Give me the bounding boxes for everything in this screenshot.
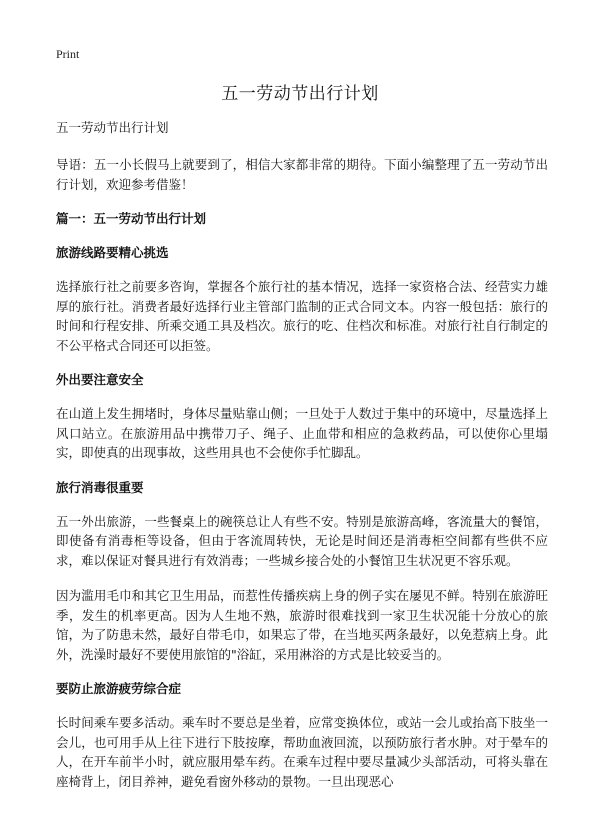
subheading-route: 旅游线路要精心挑选 xyxy=(56,245,169,260)
paragraph-disinfection-2: 因为滥用毛巾和其它卫生用品，而惹性传播疾病上身的例子实在屡见不鲜。特别在旅游旺季，发生的机率更高。因为人生地不熟，旅游时很难找到一家卫生状况能十分放心的旅馆，为了防患未然，最好自带毛巾，如果忘了带，在当地买两条最好，以免惹病上身。此外，洗澡时最好不要使用旅馆的"浴缸，采用淋浴的方式是比较妥当的。 xyxy=(56,588,548,662)
intro-paragraph: 导语：五一小长假马上就要到了，相信大家都非常的期待。下面小编整理了五一劳动节出行计划，欢迎参考借鉴！ xyxy=(56,157,548,192)
paragraph-safety: 在山道上发生拥堵时，身体尽量贴靠山侧；一旦处于人数过于集中的环境中，尽量选择上风口站立。在旅游用品中携带刀子、绳子、止血带和相应的急救药品，可以使你心里塌实，即使真的出现事故，这些用具也不会使你手忙脚乱。 xyxy=(56,406,548,460)
subheading-disinfection: 旅行消毒很重要 xyxy=(56,479,144,495)
subheading-safety: 外出要注意安全 xyxy=(56,372,144,387)
document-subtitle: 五一劳动节出行计划 xyxy=(56,120,169,135)
page-title: 五一劳动节出行计划 xyxy=(221,84,379,104)
section-heading: 篇一：五一劳动节出行计划 xyxy=(56,211,207,226)
subheading-fatigue: 要防止旅游疲劳综合症 xyxy=(56,681,182,696)
print-link[interactable]: Print xyxy=(56,47,80,61)
paragraph-disinfection-1: 五一外出旅游，一些餐桌上的碗筷总让人有些不安。特别是旅游高峰，客流量大的餐馆，即使备有消毒柜等设备，但由于客流周转快，无论是时间还是消毒柜空间都有些供不应求，难以保证对餐具进行有效消毒；一些城乡接合处的小餐馆卫生状况更不容乐观。 xyxy=(56,513,548,568)
paragraph-route: 选择旅行社之前要多咨询，掌握各个旅行社的基本情况，选择一家资格合法、经营实力雄厚的旅行社。消费者最好选择行业主管部门监制的正式合同文本。内容一般包括：旅行的时间和行程安排、所乘交通工具及档次。旅行的吃、住档次和标准。对旅行社自行制定的不公平格式合同还可以拒签。 xyxy=(56,279,548,353)
paragraph-fatigue: 长时间乘车要多活动。乘车时不要总是坐着，应常变换体位，或站一会儿或抬高下肢坐一会儿，也可用手从上往下进行下肢按摩，帮助血液回流，以预防旅行者水肿。对于晕车的人，在开车前半小时，就应服用晕车药。在乘车过程中要尽量减少头部活动，可将头靠在座椅背上，闭目养神，避免看窗外移动的景物。一旦出现恶心 xyxy=(56,715,548,789)
document-body xyxy=(56,118,548,807)
